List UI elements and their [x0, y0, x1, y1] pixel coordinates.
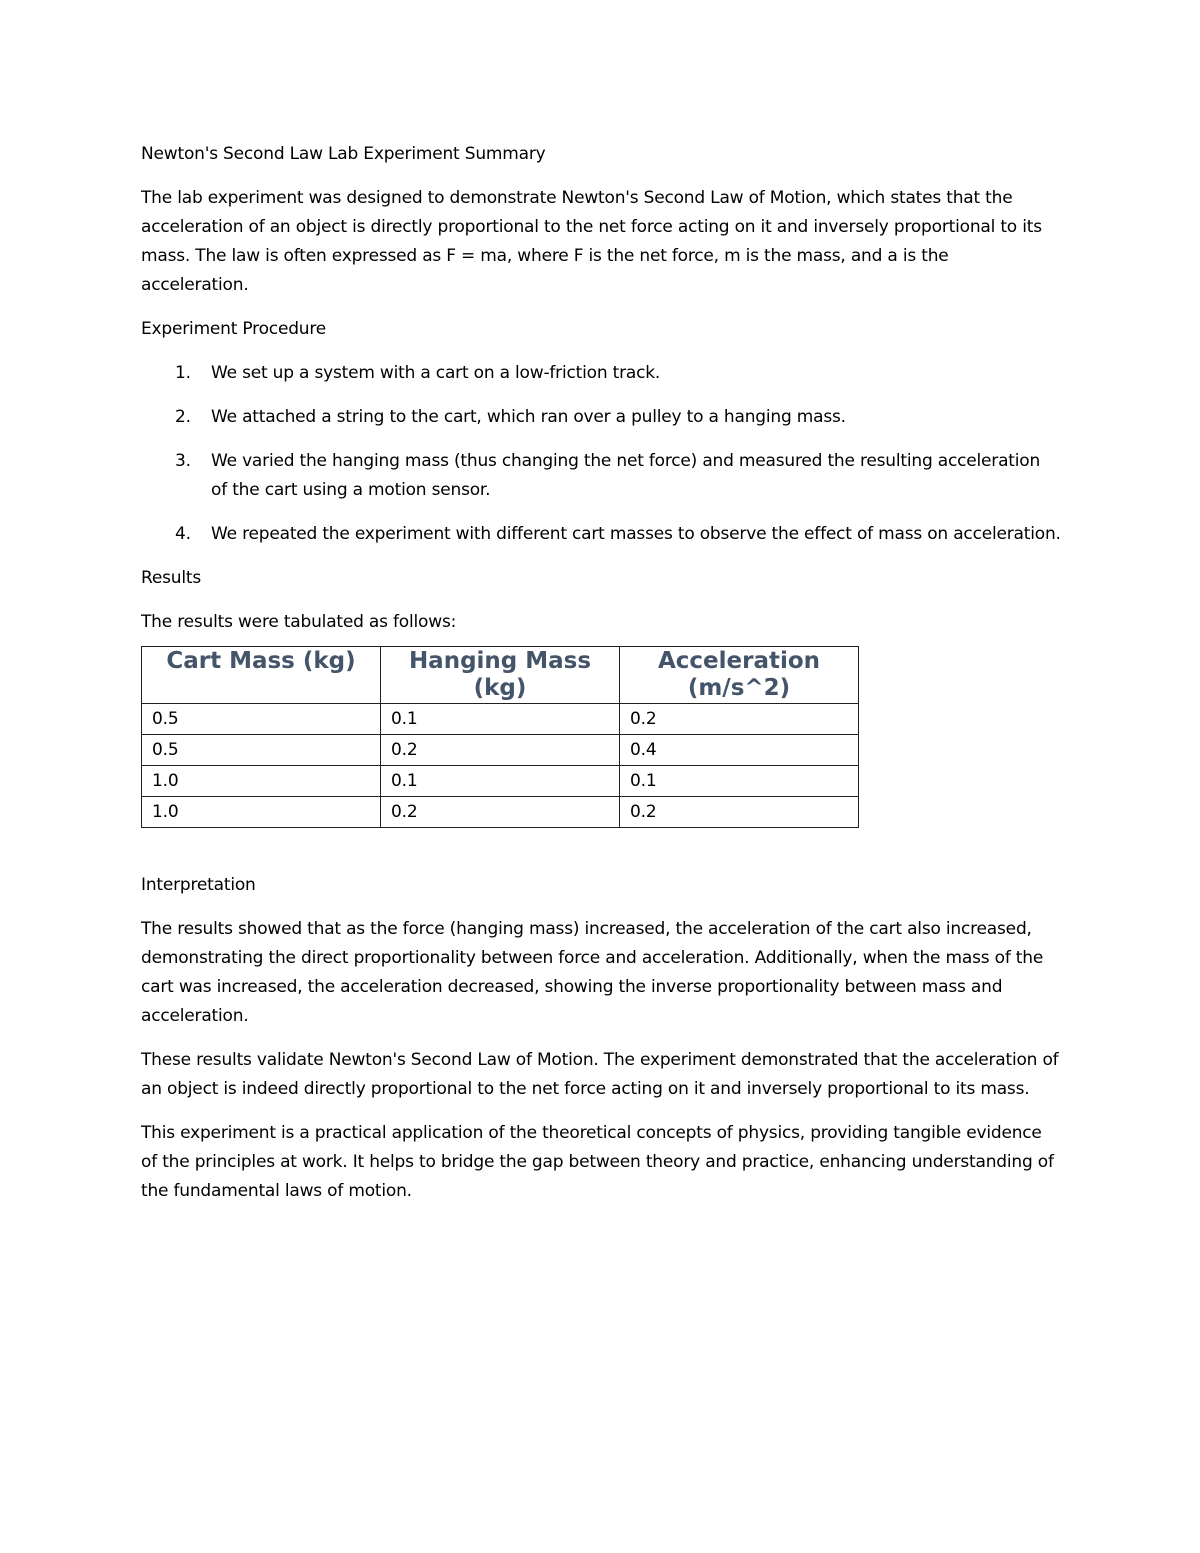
procedure-step [141, 447, 1061, 505]
table-cell: 0.4 [620, 735, 859, 766]
step-number: 2. [175, 407, 191, 427]
header-cart-mass: Cart Mass (kg) [142, 647, 381, 704]
table-cell: 0.2 [620, 704, 859, 735]
table-cell: 1.0 [142, 766, 381, 797]
procedure-step [141, 359, 1061, 388]
table-cell: 0.5 [142, 735, 381, 766]
procedure-heading: Experiment Procedure [141, 319, 327, 339]
results-table [141, 646, 859, 828]
step-number: 3. [175, 451, 191, 471]
interpretation-paragraph: The results showed that as the force (hanging mass) increased, the acceleration of the cart also increased, demonstrating the direct proportionality between force and acceleration. Additionally, when the mass of the cart was increased, the acceleration decreased, showing the inverse proportionality between mass and acceleration. [141, 919, 1044, 1026]
document-title: Newton's Second Law Lab Experiment Summary [141, 144, 546, 164]
table-cell: 0.5 [142, 704, 381, 735]
table-row [142, 766, 859, 797]
table-row [142, 704, 859, 735]
step-number: 1. [175, 363, 191, 383]
table-row [142, 735, 859, 766]
results-intro: The results were tabulated as follows: [141, 612, 457, 632]
table-cell: 0.2 [381, 797, 620, 828]
step-text: We attached a string to the cart, which ran over a pulley to a hanging mass. [211, 407, 846, 427]
procedure-step [141, 403, 1061, 432]
interpretation-heading: Interpretation [141, 875, 256, 895]
procedure-step [141, 520, 1061, 549]
table-cell: 0.2 [620, 797, 859, 828]
header-acceleration: Acceleration (m/s^2) [620, 647, 859, 704]
step-text: We set up a system with a cart on a low-friction track. [211, 363, 661, 383]
procedure-list [141, 359, 1061, 549]
table-cell: 0.1 [381, 766, 620, 797]
closing-paragraph: This experiment is a practical application of the theoretical concepts of physics, providing tangible evidence of the principles at work. It helps to bridge the gap between theory and practice, enhancing understanding of the fundamental laws of motion. [141, 1123, 1054, 1201]
conclusion-paragraph: These results validate Newton's Second Law of Motion. The experiment demonstrated that the acceleration of an object is indeed directly proportional to the net force acting on it and inversely proportional to its mass. [141, 1050, 1059, 1099]
step-text: We varied the hanging mass (thus changing the net force) and measured the resulting acceleration of the cart using a motion sensor. [211, 451, 1041, 500]
document-page [141, 140, 1061, 1221]
table-row [142, 797, 859, 828]
step-text: We repeated the experiment with different cart masses to observe the effect of mass on acceleration. [211, 524, 1061, 544]
table-header-row [142, 647, 859, 704]
table-cell: 0.1 [620, 766, 859, 797]
results-heading: Results [141, 568, 201, 588]
table-cell: 1.0 [142, 797, 381, 828]
table-cell: 0.1 [381, 704, 620, 735]
header-hanging-mass: Hanging Mass (kg) [381, 647, 620, 704]
intro-paragraph: The lab experiment was designed to demonstrate Newton's Second Law of Motion, which states that the acceleration of an object is directly proportional to the net force acting on it and inversely proportional to its mass. The law is often expressed as F = ma, where F is the net force, m is the mass, and a is the acceleration. [141, 188, 1042, 295]
step-number: 4. [175, 524, 191, 544]
table-cell: 0.2 [381, 735, 620, 766]
